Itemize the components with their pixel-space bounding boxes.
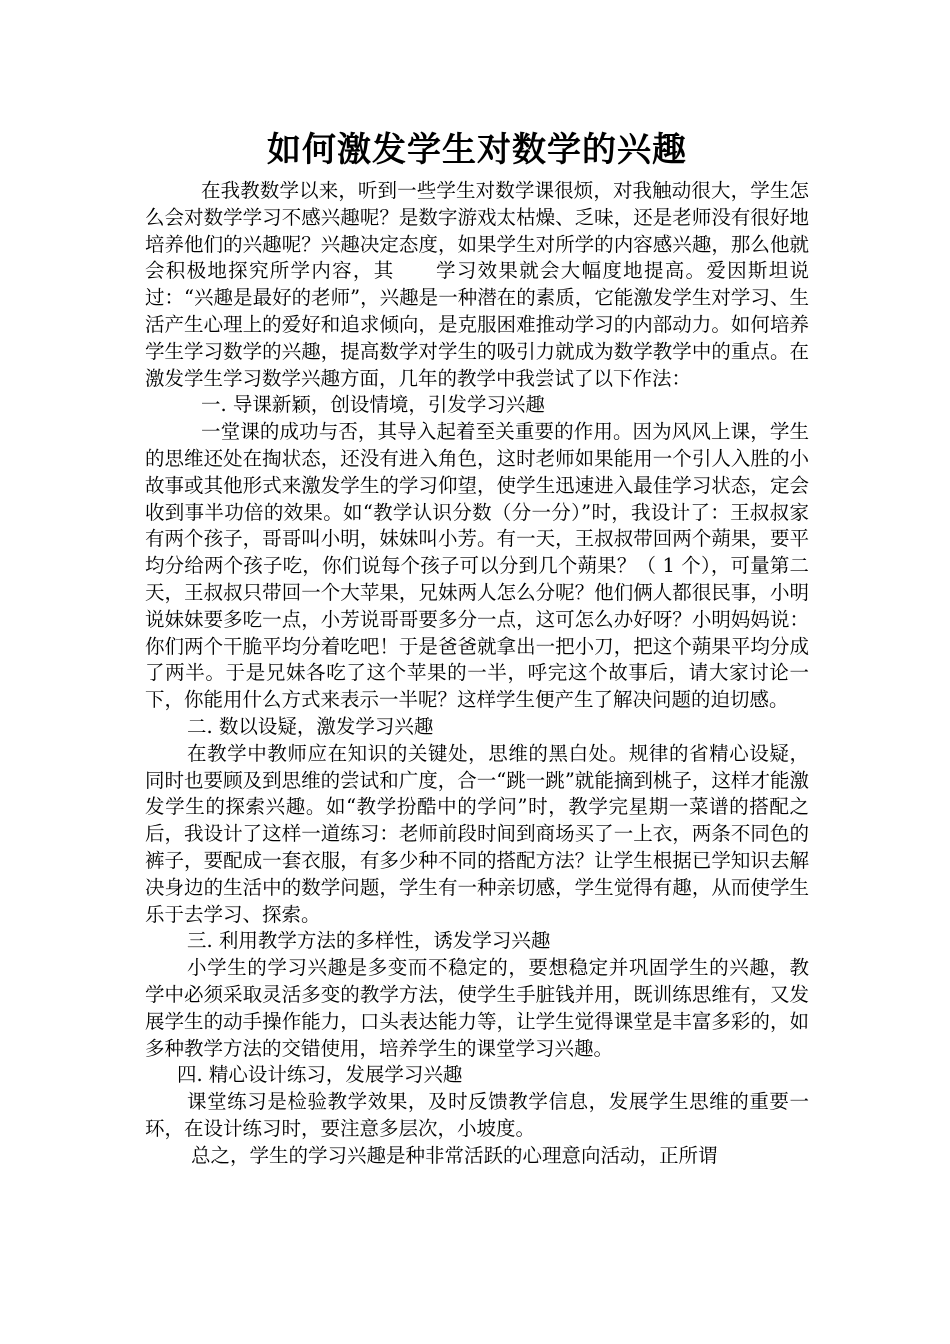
body-paragraph: 一堂课的成功与否，其导入起着至关重要的作用。因为风风上课，学生的思维还处在掏状态，还没有进入角色，这时老师如果能用一个引人入胜的小故事或其他形式来激发学生的学习仰望，使学生迅速进入最佳学习状态，定会收到事半功倍的效果。如“教学认识分数（分一分）”时，我设计了：王叔叔家有两个孩子，哥哥叫小明，妹妹叫小芳。有一天，王叔叔带回两个蒴果，要平均分给两个孩子吃，你们说每个孩子可以分到几个蒴果？（ 1 个），可量第二天，王叔叔只带回一个大苹果，兄妹两人怎么分呢？他们俩人都很民事，小明说妹妹要多吃一点，小芳说哥哥要多分一点，这可怎么办好呀？小明妈妈说：你们两个干脆平均分着吃吧！于是爸爸就拿出一把小刀，把这个蒴果平均分成了两半。于是兄妹各吃了这个苹果的一半，呼完这个故事后，请大家讨论一下，你能用什么方式来表示一半呢？这样学生便产生了解决问题的迫切感。 xyxy=(145,420,809,712)
body-paragraph: 在教学中教师应在知识的关键处，思维的黑白处。规律的省精心设疑，同时也要顾及到思维的尝试和广度，合一“跳一跳”就能摘到桃子，这样才能激发学生的探索兴趣。如“教学扮酷中的学问”时，教学完星期一菜谱的搭配之后，我设计了这样一道练习：老师前段时间到商场买了一上衣，两条不同色的裤子，要配成一套衣服，有多少种不同的搭配方法？让学生根据已学知识去解决身边的生活中的数学问题，学生有一种亲切感，学生觉得有趣，从而使学生乐于去学习、探索。 xyxy=(145,741,809,926)
body-paragraph: 总之，学生的学习兴趣是种非常活跃的心理意向活动，正所谓 xyxy=(191,1143,718,1167)
body-paragraph: 课堂练习是检验教学效果，及时反馈教学信息，发展学生思维的重要一环，在设计练习时，要注意多层次，小坡度。 xyxy=(145,1090,809,1140)
section-heading: 四. 精心设计练习，发展学习兴趣 xyxy=(177,1063,463,1087)
document-page xyxy=(145,128,809,1169)
section-heading: 二. 数以设疑，激发学习兴趣 xyxy=(187,714,434,738)
section-heading: 三. 利用教学方法的多样性，诱发学习兴趣 xyxy=(187,929,551,953)
body-paragraph: 在我教数学以来，听到一些学生对数学课很烦，对我触动很大，学生怎么会对数学学习不感兴趣呢？是数字游戏太枯燥、乏味，还是老师没有很好地培养他们的兴趣呢？兴趣决定态度，如果学生对所学的内容感兴趣，那么他就会积极地探究所学内容，其 学习效果就会大幅度地提高。爱因斯坦说过：“兴趣是最好的老师”，兴趣是一种潜在的素质，它能激发学生对学习、生活产生心理上的爱好和追求倾向，是克服困难推动学习的内部动力。如何培养学生学习数学的兴趣，提高数学对学生的吸引力就成为数学教学中的重点。在激发学生学习数学兴趣方面，几年的教学中我尝试了以下作法： xyxy=(145,179,809,390)
body-paragraph: 小学生的学习兴趣是多变而不稳定的，要想稳定并巩固学生的兴趣，教学中必须采取灵活多变的教学方法，使学生手脏钱并用，既训练思维有，又发展学生的动手操作能力，口头表达能力等，让学生觉得课堂是丰富多彩的，如多种教学方法的交错使用，培养学生的课堂学习兴趣。 xyxy=(145,956,809,1060)
document-title: 如何激发学生对数学的兴趣 xyxy=(267,130,687,170)
document-body xyxy=(145,178,809,1169)
section-heading: 一. 导课新颖，创设情境，引发学习兴趣 xyxy=(201,393,545,417)
